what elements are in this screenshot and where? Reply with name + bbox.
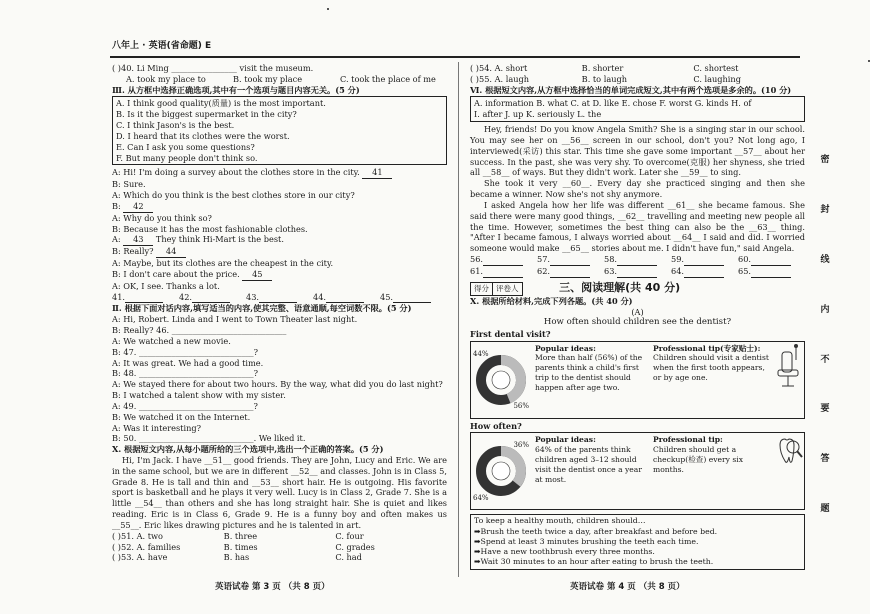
column-divider: [458, 62, 459, 577]
dialog-1: [112, 167, 447, 291]
info-card-first-visit: [470, 341, 805, 419]
section-3-heading-row: [470, 281, 805, 296]
tips-line: To keep a healthy mouth, children should…: [474, 516, 646, 526]
mc-option[interactable]: C. four: [335, 530, 364, 541]
dialog-line: B: 42: [112, 201, 447, 213]
dialog-line: A: Was it interesting?: [112, 422, 201, 433]
pct-small: 36%: [513, 441, 529, 450]
pct-big: 64%: [473, 494, 489, 503]
tooth-magnifier-icon: [774, 433, 804, 509]
right-column: [470, 63, 805, 570]
option: A. took my place to: [126, 73, 206, 84]
card-label: First dental visit?: [470, 328, 551, 339]
answer-blank[interactable]: 44.: [313, 292, 380, 304]
professional-tip-1: [649, 342, 774, 418]
section-instruction: Ⅲ. 从方框中选择正确选项,其中有一个选项与题目内容无关。(5 分): [112, 84, 360, 95]
dialog-line: B: 50. ____________________________. We liked it.: [112, 433, 306, 444]
mc-option[interactable]: B. to laugh: [581, 73, 628, 84]
seal-line-notice: [818, 155, 832, 554]
blank-42[interactable]: 42: [123, 201, 153, 213]
info-card-how-often: [470, 432, 805, 510]
mc-option[interactable]: B. three: [223, 530, 258, 541]
tips-line: ➡Have a new toothbrush every three months.: [474, 547, 655, 557]
answer-blank[interactable]: 58.: [604, 254, 671, 266]
seal-char: 题: [820, 504, 830, 515]
mc-option[interactable]: C. had: [335, 552, 362, 563]
seal-char: 封: [820, 204, 830, 215]
mc-option[interactable]: B. has: [223, 552, 250, 563]
dialog-line: A: We watched a new movie.: [112, 335, 231, 346]
tips-line: ➡Wait 30 minutes to an hour after eating to brush the teeth.: [474, 557, 714, 567]
pct-big: 44%: [473, 349, 489, 358]
answer-blank[interactable]: 41.: [112, 292, 179, 304]
left-column: [112, 63, 447, 563]
tip-title: Professional tip(专家贴士):: [653, 343, 761, 353]
box-item: D. I heard that its clothes were the worst.: [116, 130, 290, 141]
answer-blank[interactable]: 64.: [671, 266, 738, 278]
answer-blank[interactable]: 63.: [604, 266, 671, 278]
dialog-line: B: Because it has the most fashionable clothes.: [112, 223, 308, 234]
dialog-line: A: Maybe, but its clothes are the cheapest in the city.: [112, 258, 334, 269]
dialog-line: B: I watched a talent show with my sister.: [112, 390, 286, 401]
answer-blank[interactable]: 60.: [738, 254, 805, 266]
footer-page-3: 英语试卷 第 3 页 （共 8 页）: [215, 582, 330, 592]
mc-option[interactable]: B. shorter: [581, 63, 624, 73]
score-box: [470, 282, 523, 296]
answer-blank[interactable]: 65.: [738, 266, 805, 278]
donut-chart-icon: [473, 443, 529, 499]
mc-question: [470, 63, 805, 74]
mc-option[interactable]: C. shortest: [693, 63, 739, 73]
page-header: 八年上 · 英语(省命题) E: [112, 41, 212, 51]
dialog-line: A: 43 They think Hi-Mart is the best.: [112, 234, 284, 245]
pie-chart-2: [471, 433, 531, 509]
donut-chart-icon: [473, 349, 529, 408]
popular-ideas-title: Popular ideas:: [535, 435, 596, 445]
blank-43[interactable]: 43: [123, 234, 153, 246]
mc-option[interactable]: ( )52. A. families: [112, 541, 181, 552]
section-3-subtitle: Ⅹ. 根据所给材料,完成下列各题。(共 40 分): [470, 295, 633, 306]
dialog-line: A: OK, I see. Thanks a lot.: [112, 280, 220, 291]
tip-text: Children should get a checkup(检查) every six months.: [653, 445, 743, 474]
healthy-mouth-tips: [470, 514, 805, 569]
blank-45[interactable]: 45: [242, 269, 272, 281]
dialog-line: A: Hi! I'm doing a survey about the clothes store in the city. 41: [112, 167, 447, 179]
box-item: B. Is it the biggest supermarket in the city?: [116, 109, 297, 120]
answer-blank[interactable]: 62.: [537, 266, 604, 278]
professional-tip-2: [649, 433, 774, 509]
popular-ideas-2: [531, 433, 649, 509]
header-rule: [110, 56, 800, 58]
dialog-2: [112, 314, 447, 444]
mc-option[interactable]: C. laughing: [693, 73, 741, 84]
options-box: [112, 96, 447, 165]
tip-title: Professional tip:: [653, 435, 723, 445]
cloze-passage: Hi, I'm Jack. I have __51__ good friends. They are John, Lucy and Eric. We are in the same school, but we are in different __52__ and classes. John is in Class 5, Grade 8. He is tall and thin and __53__ short hair. He is outgoing. His favorite sport is basketball and he plays it very well. Lucy is in Class 2, Grade 7. She is a little __54__ than others and she has long straight hair. She is quiet and likes reading. Eric is in Class 6, Grade 9. He is a funny boy and often makes us __55__. Eric likes drawing pictures and he is talented in art.: [112, 454, 447, 530]
mc-option[interactable]: ( )53. A. have: [112, 552, 168, 563]
passage-paragraph: Hey, friends! Do you know Angela Smith? She is a singing star in our school. You may see her on __56__ screen in our school, don't you? Not long ago, I interviewed(采访) this star. This time she gave some important __57__ about her success. In the past, she was very shy. To overcome(克服) her shyness, she tried all __58__ of ways. But they didn't work. Later she __59__ to sing.: [470, 124, 805, 178]
blank-44[interactable]: 44: [156, 246, 186, 258]
popular-ideas-title: Popular ideas:: [535, 343, 596, 353]
seal-char: 要: [820, 404, 830, 415]
grader-cell: 评卷人: [496, 283, 519, 293]
dialog-line: A: 49. ____________________________?: [112, 400, 258, 411]
seal-char: 密: [820, 155, 830, 165]
blank-41[interactable]: 41: [362, 167, 392, 179]
popular-ideas-text: 64% of the parents think children aged 3–12 should visit the dentist once a year at most.: [535, 445, 642, 484]
answer-blank[interactable]: 61.: [470, 266, 537, 278]
dental-chair-icon: [774, 342, 804, 418]
option: B. took my place: [233, 73, 303, 84]
dialog-line: B: We watched it on the Internet.: [112, 411, 251, 422]
multiple-choice-left: [112, 531, 447, 563]
footer-page-4: 英语试卷 第 4 页 （共 8 页）: [570, 582, 685, 592]
tip-text: Children should visit a dentist when the first tooth appears, or by age one.: [653, 353, 769, 383]
dialog-line: A: It was great. We had a good time.: [112, 357, 264, 368]
article-title: How often should children see the dentist?: [543, 317, 732, 328]
box-item: A. I think good quality(质量) is the most important.: [116, 98, 326, 109]
answer-blank[interactable]: 43.: [246, 292, 313, 304]
answer-blank[interactable]: 59.: [671, 254, 738, 266]
dialog-line: B: Really? 44: [112, 246, 447, 258]
mc-option[interactable]: ( )54. A. short: [470, 63, 528, 73]
q40-options: [112, 74, 447, 85]
score-cell: 得分: [471, 283, 493, 295]
popular-ideas-1: [531, 342, 649, 418]
passage-paragraph: I asked Angela how her life was different __61__ she became famous. She said there were many good things, __62__ travelling and meeting new people all the time. However, sometimes the best thing can also be the __63__ thing. "After I became famous, I always worried about __64__ I said and did. I worried someone would make __65__ stories about me. I didn't have fun," said Angela.: [470, 199, 805, 254]
dialog-line: B: Really? 46. ____________________________: [112, 325, 287, 336]
question-40: ( )40. Li Ming ________________ visit the museum.: [112, 63, 314, 73]
mc-option[interactable]: B. times: [223, 541, 258, 552]
mc-option[interactable]: C. grades: [335, 541, 375, 552]
answer-blank[interactable]: 45.: [380, 292, 447, 304]
word-box-row: I. after J. up K. seriously L. the: [474, 109, 602, 120]
box-item: F. But many people don't think so.: [116, 152, 258, 163]
mc-option[interactable]: ( )51. A. two: [112, 530, 163, 541]
answer-blank[interactable]: 42.: [179, 292, 246, 304]
dialog-line: B: 48. ____________________________?: [112, 368, 259, 379]
seal-char: 线: [820, 254, 830, 265]
option: C. took the place of me: [340, 73, 436, 84]
word-box-row: A. information B. what C. at D. like E. chose F. worst G. kinds H. of: [474, 98, 752, 109]
section-instruction: Ⅹ. 根据短文内容,从每小题所给的三个选项中,选出一个正确的答案。(5 分): [112, 444, 384, 455]
dialog-line: B: I don't care about the price. 45: [112, 269, 447, 281]
dialog-line: A: Hi, Robert. Linda and I went to Town Theater last night.: [112, 314, 358, 325]
seal-char: 内: [820, 304, 830, 315]
answer-blank[interactable]: 56.: [470, 254, 537, 266]
mc-option[interactable]: ( )55. A. laugh: [470, 73, 530, 84]
answer-row-61-65: [470, 266, 805, 278]
card-label: How often?: [470, 420, 522, 431]
tips-line: ➡Spend at least 3 minutes brushing the teeth each time.: [474, 536, 699, 546]
mc-question: [470, 74, 805, 85]
dialog-line: B: Sure.: [112, 179, 146, 190]
dialog-line: A: We stayed there for about two hours. By the way, what did you do last night?: [112, 379, 443, 390]
box-item: C. I think Jason's is the best.: [116, 120, 235, 131]
dialog-line: B: 47. ____________________________?: [112, 346, 259, 357]
answer-row-56-60: [470, 254, 805, 266]
answer-row-41-45: [112, 292, 447, 304]
section-3-title: 三、阅读理解(共 40 分): [559, 280, 681, 294]
seal-char: 不: [820, 354, 830, 365]
mc-question: [112, 531, 447, 542]
popular-ideas-text: More than half (56%) of the parents think a child's first trip to the dentist should happen after age two.: [535, 353, 643, 392]
mc-question: [112, 552, 447, 563]
scan-speck: [327, 8, 329, 10]
box-item: E. Can I ask you some questions?: [116, 141, 255, 152]
passage-paragraph: She took it very __60__. Every day she practiced singing and then she became a winner. Now she's not shy anymore.: [470, 178, 805, 200]
seal-char: 答: [820, 454, 830, 465]
part-a-label: (A): [631, 306, 644, 317]
word-box: [470, 96, 805, 122]
tips-line: ➡Brush the teeth twice a day, after breakfast and before bed.: [474, 526, 718, 536]
section-instruction: Ⅵ. 根据短文内容,从方框中选择恰当的单词完成短文,其中有两个选项是多余的。(10 分): [470, 84, 792, 95]
section-instruction: Ⅱ. 根据下面对话内容,填写适当的内容,使其完整、语意通顺,每空词数不限。(5 分): [112, 303, 412, 314]
pct-small: 56%: [513, 402, 529, 411]
dialog-line: A: Which do you think is the best clothes store in our city?: [112, 190, 355, 201]
pie-chart-1: [471, 342, 531, 418]
dialog-line: A: Why do you think so?: [112, 212, 212, 223]
mc-question: [112, 542, 447, 553]
multiple-choice-right: [470, 63, 805, 85]
answer-blank[interactable]: 57.: [537, 254, 604, 266]
